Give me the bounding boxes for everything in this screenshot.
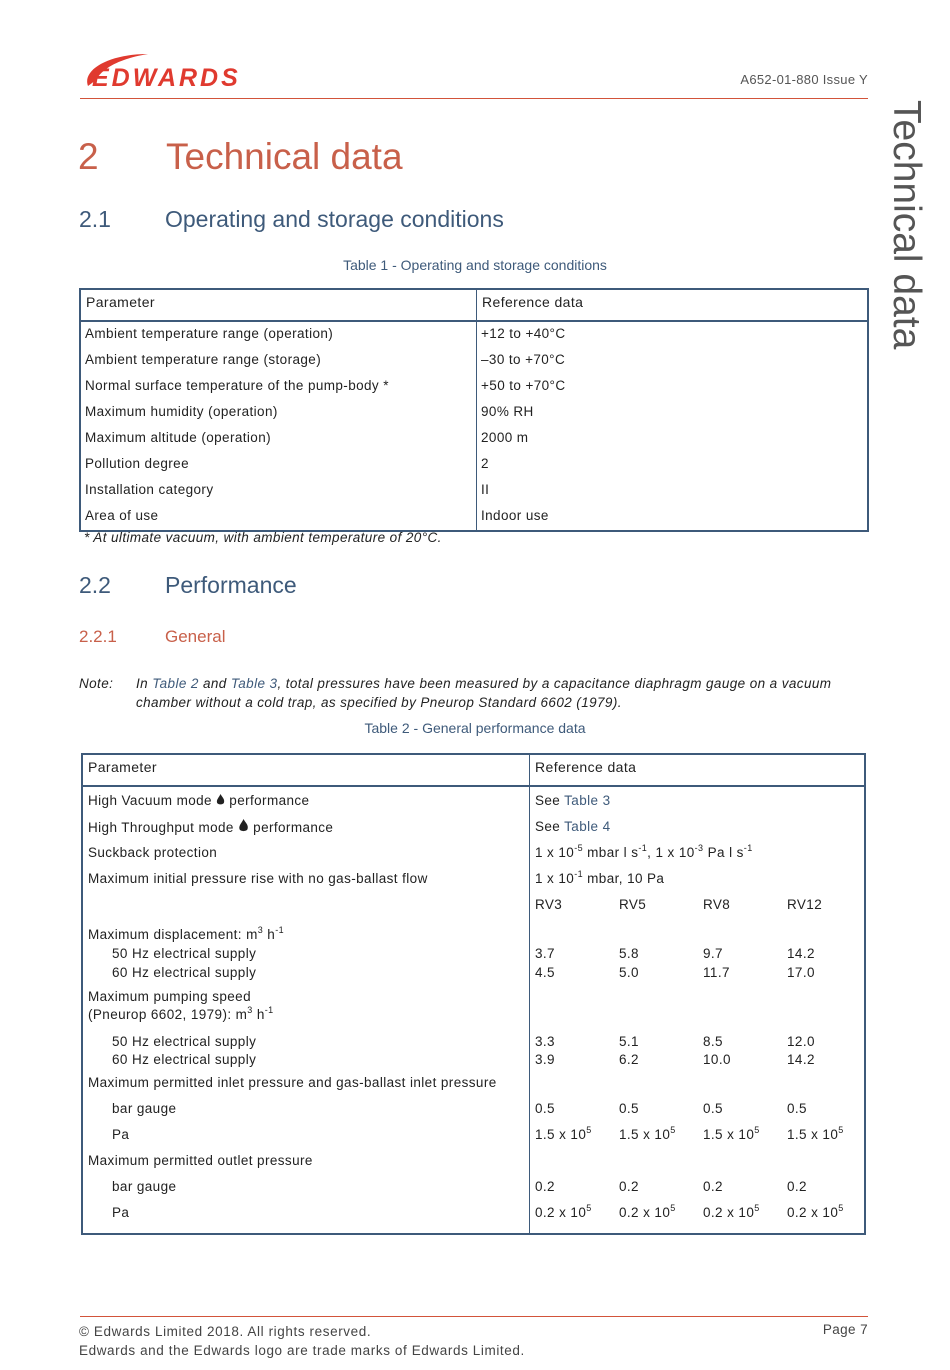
table-cell: 1.5 x $10^5$ [619,1125,676,1142]
table-cell: II [481,482,490,497]
document-reference: A652-01-880 Issue Y [740,72,868,87]
table-cell: +50 to +70°C [481,378,566,393]
table-cell: 14.2 17.0 [787,946,815,980]
note [79,674,879,714]
table-cell: Maximum altitude (operation) [80,426,477,452]
subsection-heading-2-1: 2.1 Operating and storage conditions [79,206,504,232]
model-header: RV8 [703,897,731,912]
table-cell [530,1069,866,1098]
note-text: In Table 2 and Table 3, total pressures have been measured by a capacitance diaphragm gauge on a vacuum chamber without a cold trap, as specified by Pneurop Standard 6602 (1979). [136,676,832,710]
section-heading: 2 Technical data [78,136,403,177]
table-cell: Indoor use [481,508,549,523]
table-cell: High Vacuum mode performance [82,786,530,816]
table-cell: 0.2 x $10^5$ [787,1203,844,1220]
table-cell: 1.5 x $10^5$ [703,1125,760,1142]
footer-divider [80,1316,868,1317]
table-cell: Pa [82,1202,530,1234]
model-header: RV12 [787,897,823,912]
table-row [80,478,868,504]
large-flame-icon [238,819,249,833]
table-cell: 0.2 x $10^5$ [703,1203,760,1220]
table-row [82,920,865,982]
table-cell: Normal surface temperature of the pump-body * [80,374,477,400]
table-2-caption: Table 2 - General performance data [364,720,586,736]
table-1-footnote: * At ultimate vacuum, with ambient temperature of 20°C. [84,530,442,545]
side-section-title: Technical data [885,100,928,350]
table-1-caption: Table 1 - Operating and storage conditions [343,257,607,273]
subsection-heading-2-2: 2.2 Performance [79,572,297,598]
table-cell: 0.2 [787,1179,807,1194]
table-row [80,348,868,374]
table-cell: Maximum displacement: $m^3$ $h^{-1}$ 50 Hz electrical supply 60 Hz electrical supply [82,920,530,982]
table-cell: 8.5 10.0 [703,1034,731,1067]
table-row [80,426,868,452]
table-cell: 0.2 x $10^5$ [535,1203,592,1220]
table-row [82,894,865,920]
table-row [80,504,868,531]
table-cell: 0.5 [619,1101,639,1116]
table-row [82,1202,865,1234]
link-table-4[interactable]: Table 4 [564,819,611,834]
table-cell: 0.5 [535,1101,555,1116]
table-cell: 2000 m [481,430,529,445]
table-cell: 12.0 14.2 [787,1034,815,1067]
table-row [82,982,865,1069]
table-cell: 3.3 3.9 [535,1034,555,1067]
table-cell: Maximum permitted outlet pressure [82,1150,530,1176]
table-cell: –30 to +70°C [481,352,566,367]
table-row [82,816,865,842]
table-cell: 0.2 [703,1179,723,1194]
table-cell: Pa [82,1124,530,1150]
table-cell: Maximum permitted inlet pressure and gas-ballast inlet pressure [82,1069,530,1098]
table-cell: 0.2 x $10^5$ [619,1203,676,1220]
table-operating-conditions [79,288,869,532]
logo-text: EDWARDS [92,64,241,92]
model-header: RV5 [619,897,647,912]
table-cell: 5.1 6.2 [619,1034,639,1067]
table-cell: 0.5 [703,1101,723,1116]
subsection-heading-2-2-1: 2.2.1 General [79,627,226,646]
table-row [82,786,865,816]
table-cell: Maximum initial pressure rise with no gas-ballast flow [82,868,530,894]
page-number: Page 7 [822,1322,868,1337]
table-cell: 1.5 x $10^5$ [535,1125,592,1142]
table-cell: Maximum humidity (operation) [80,400,477,426]
table-cell: bar gauge [82,1176,530,1202]
link-table-3[interactable]: Table 3 [230,676,278,691]
table-header: Parameter [80,289,477,321]
table-header: Reference data [530,754,866,786]
note-label: Note: [79,676,114,691]
table-cell: Area of use [80,504,477,531]
table-row [82,842,865,868]
table-cell: Suckback protection [82,842,530,868]
table-cell: Installation category [80,478,477,504]
table-cell: 0.2 [535,1179,555,1194]
table-cell: 1 x $10^{-1}$ mbar, 10 Pa [535,869,665,886]
table-cell: 0.5 [787,1101,807,1116]
table-row [82,1098,865,1124]
table-cell: See Table 3 [535,793,611,808]
small-flame-icon [216,794,225,806]
table-header: Reference data [477,289,869,321]
table-cell: High Throughput mode performance [82,816,530,842]
table-cell: 9.7 11.7 [703,946,730,980]
table-cell: Ambient temperature range (storage) [80,348,477,374]
link-table-2[interactable]: Table 2 [152,676,199,691]
table-row [82,868,865,894]
table-row [82,1124,865,1150]
table-row [82,1176,865,1202]
edwards-logo [78,48,300,94]
table-cell: 5.8 5.0 [619,946,639,980]
table-cell [530,1150,866,1176]
link-table-3[interactable]: Table 3 [564,793,611,808]
table-cell: 90% RH [481,404,534,419]
table-cell: 0.2 [619,1179,639,1194]
footer-copyright: © Edwards Limited 2018. All rights reserved. Edwards and the Edwards logo are trade marks of Edwards Limited. [79,1324,525,1358]
table-header: Parameter [82,754,530,786]
table-cell: bar gauge [82,1098,530,1124]
table-cell [82,894,530,920]
table-cell: Ambient temperature range (operation) [80,321,477,348]
table-cell: Maximum pumping speed (Pneurop 6602, 1979): $m^3$ $h^{-1}$ 50 Hz electrical supply 60 Hz electrical supply [82,982,530,1069]
table-row [82,1069,865,1098]
model-header: RV3 [535,897,563,912]
table-cell: See Table 4 [535,819,611,834]
table-cell: 2 [481,456,489,471]
table-row [80,321,868,348]
table-row [80,374,868,400]
header-divider [80,98,868,99]
table-general-performance [81,753,866,1235]
table-cell: +12 to +40°C [481,326,566,341]
table-cell: 3.7 4.5 [535,946,555,980]
table-cell: 1 x $10^{-5}$ mbar l $s^{-1}$, 1 x $10^{-3}$ Pa l $s^{-1}$ [535,843,753,860]
table-row [80,400,868,426]
table-row [80,452,868,478]
table-cell: 1.5 x $10^5$ [787,1125,844,1142]
table-row [82,1150,865,1176]
table-cell: Pollution degree [80,452,477,478]
